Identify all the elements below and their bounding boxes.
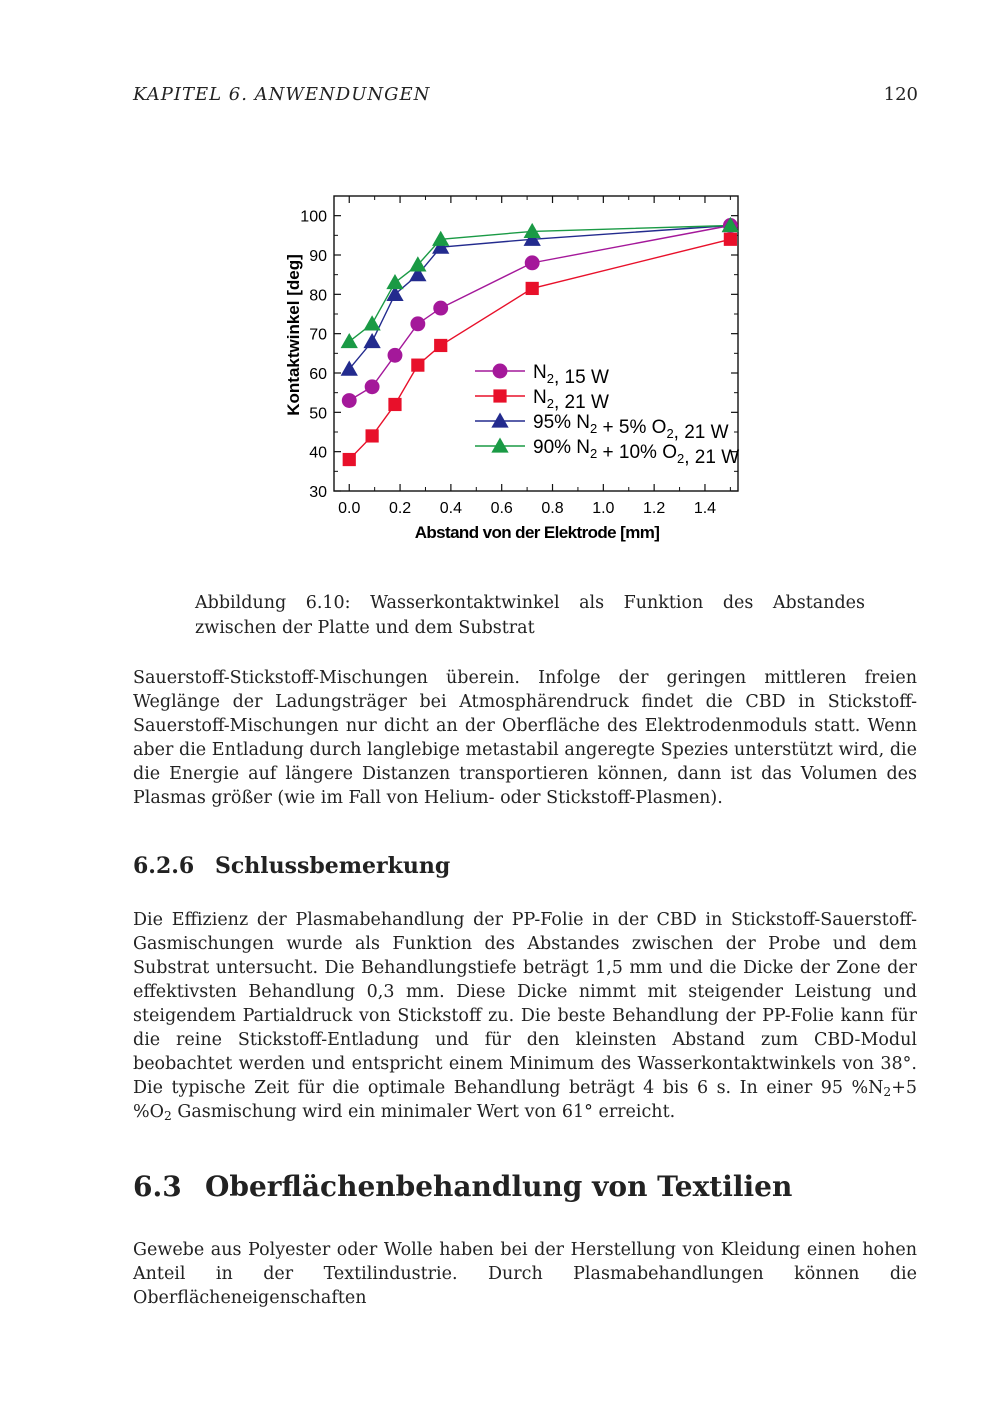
chart-legend — [475, 362, 739, 468]
x-tick-label: 0.0 — [338, 500, 361, 517]
data-point-series-4 — [363, 315, 380, 330]
legend-marker — [493, 364, 508, 379]
y-tick-label: 50 — [309, 405, 327, 423]
data-point-series-3 — [363, 333, 380, 348]
section-title: Schlussbemerkung — [215, 853, 451, 879]
legend-label: 95% $N_2 + 5\%$ $O_2$, 21 W — [533, 412, 729, 443]
legend-marker — [493, 389, 506, 402]
data-point-series-1 — [525, 255, 540, 270]
data-point-series-2 — [411, 359, 424, 372]
data-point-series-1 — [433, 301, 448, 316]
data-point-series-1 — [365, 379, 380, 394]
legend-label: $N_2$, 21 W — [533, 387, 609, 413]
y-tick-label: 60 — [309, 366, 327, 383]
contact-angle-chart — [270, 180, 760, 550]
data-point-series-2 — [343, 453, 356, 466]
x-tick-label: 0.2 — [388, 500, 412, 517]
y-tick-label: 80 — [309, 287, 327, 305]
conclusion-text-mid: +5 %O — [133, 1078, 917, 1122]
paragraph-mixtures: Sauerstoff-Stickstoff-Mischungen überein. Infolge der geringen mittleren freien Weglänge der Ladungsträger bei Atmosphärendruck findet die CBD in Stickstoff-Sauerstoff-Mischungen nur dicht an der Oberfläche des Elektrodenmoduls statt. Wenn aber die Entladung durch langlebige metastabil angeregte Spezies unterstützt wird, die die Energie auf längere Distanzen transportieren können, dann ist das Volumen des Plasmas größer (wie im Fall von Helium- oder Stickstoff-Plasmen). — [133, 668, 917, 808]
data-point-series-4 — [524, 223, 541, 238]
subscript: 2 — [163, 1109, 172, 1123]
data-point-series-1 — [410, 316, 425, 331]
x-tick-label: 1.4 — [693, 500, 717, 517]
figure-caption: Abbildung 6.10: Wasserkontaktwinkel als Funktion des Abstandes zwischen der Platte und dem Substrat — [195, 593, 865, 638]
series-line-3 — [349, 226, 730, 370]
y-tick-label: 100 — [300, 208, 327, 226]
section-number: 6.2.6 — [133, 853, 195, 879]
x-axis-label: Abstand von der Elektrode [mm] — [414, 523, 660, 542]
paragraph-conclusion — [133, 908, 917, 1124]
section-title: Oberflächenbehandlung von Textilien — [205, 1170, 793, 1203]
subscript: 2 — [883, 1085, 892, 1099]
x-tick-label: 0.4 — [439, 500, 463, 517]
data-point-series-2 — [724, 233, 737, 246]
running-head: KAPITEL 6. ANWENDUNGEN — [133, 84, 431, 105]
legend-label: 90% $N_2 + 10\%$ $O_2$, 21 W — [533, 437, 740, 468]
x-tick-label: 1.0 — [592, 500, 615, 517]
x-tick-label: 1.2 — [643, 500, 666, 517]
data-point-series-2 — [526, 282, 539, 295]
page-number: 120 — [883, 84, 918, 105]
x-tick-label: 0.6 — [490, 500, 513, 517]
data-point-series-1 — [342, 393, 357, 408]
series-line-4 — [349, 226, 730, 342]
data-point-series-4 — [386, 274, 403, 289]
y-tick-label: 90 — [309, 248, 327, 265]
data-point-series-2 — [388, 398, 401, 411]
x-tick-label: 0.8 — [541, 500, 564, 517]
section-number: 6.3 — [133, 1170, 182, 1203]
section-heading-6-2-6 — [133, 853, 450, 879]
conclusion-text-end: Gasmischung wird ein minimaler Wert von 61° erreicht. — [171, 1102, 676, 1122]
data-point-series-2 — [366, 429, 379, 442]
data-point-series-4 — [341, 333, 358, 348]
legend-label: $N_2$, 15 W — [533, 362, 609, 388]
section-heading-6-3 — [133, 1170, 792, 1203]
y-tick-label: 40 — [309, 444, 327, 462]
data-point-series-1 — [388, 348, 403, 363]
y-tick-label: 30 — [309, 484, 327, 501]
y-tick-label: 70 — [309, 326, 327, 344]
y-axis-label: Kontaktwinkel [deg] — [284, 254, 303, 416]
data-point-series-2 — [434, 339, 447, 352]
conclusion-text: Die Effizienz der Plasmabehandlung der PP-Folie in der CBD in Stickstoff-Sauerstoff-Gasmischungen wurde als Funktion des Abstandes zwischen der Probe und dem Substrat untersucht. Die Behandlungstiefe beträgt 1,5 mm und die Dicke der Zone der effektivsten Behandlung 0,3 mm. Diese Dicke nimmt mit steigender Leistung und steigendem Partialdruck von Stickstoff zu. Die beste Behandlung der PP-Folie kann für die reine Stickstoff-Entladung und für den kleinsten Abstand zum CBD-Modul beobachtet werden und entspricht einem Minimum des Wasserkontaktwinkels von 38°. Die typische Zeit für die optimale Behandlung beträgt 4 bis 6 s. In einer 95 %N — [133, 910, 917, 1098]
paragraph-textiles: Gewebe aus Polyester oder Wolle haben bei der Herstellung von Kleidung einen hohen Anteil in der Textilindustrie. Durch Plasmabehandlungen können die Oberflächeneigenschaften — [133, 1240, 917, 1308]
legend-marker — [491, 437, 508, 452]
legend-marker — [491, 412, 508, 427]
